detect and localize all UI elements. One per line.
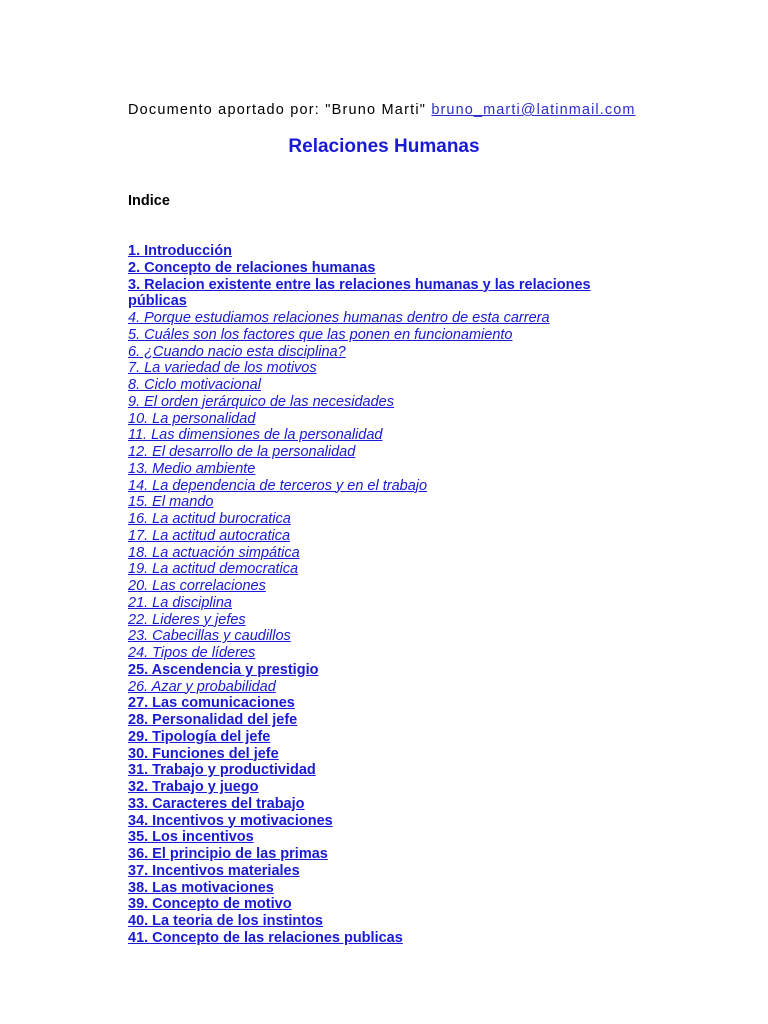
toc-item [128, 880, 628, 897]
toc-link[interactable]: 38. Las motivaciones [128, 879, 274, 896]
toc-item [128, 813, 628, 830]
toc-item [128, 377, 628, 394]
toc-link[interactable]: 4. Porque estudiamos relaciones humanas dentro de esta carrera [128, 310, 550, 326]
toc-item [128, 561, 628, 578]
toc-item [128, 863, 628, 880]
toc-link[interactable]: 21. La disciplina [128, 594, 232, 611]
toc-link[interactable]: 5. Cuáles son los factores que las ponen en funcionamiento [128, 326, 513, 343]
index-heading: Indice [128, 193, 170, 209]
toc-link[interactable]: 28. Personalidad del jefe [128, 712, 298, 728]
toc-item [128, 310, 628, 327]
toc-item [128, 762, 628, 779]
toc-item [128, 411, 628, 428]
toc-link[interactable]: 29. Tipología del jefe [128, 728, 271, 745]
toc-link[interactable]: 39. Concepto de motivo [128, 896, 292, 913]
toc-link[interactable]: 19. La actitud democratica [128, 561, 299, 578]
toc-item [128, 243, 628, 260]
toc-link[interactable]: 32. Trabajo y juego [128, 779, 259, 795]
toc-link[interactable]: 34. Incentivos y motivaciones [128, 812, 333, 829]
toc-item [128, 846, 628, 863]
toc-link[interactable]: 7. La variedad de los motivos [128, 360, 317, 377]
toc-link[interactable]: 9. El orden jerárquico de las necesidades [128, 393, 394, 410]
toc-link[interactable]: 35. Los incentivos [128, 829, 254, 846]
toc-link[interactable]: 27. Las comunicaciones [128, 695, 295, 712]
toc-item [128, 712, 628, 729]
toc-link[interactable]: 12. El desarrollo de la personalidad [128, 444, 356, 460]
toc-link[interactable]: 11. Las dimensiones de la personalidad [128, 427, 383, 444]
page-title: Relaciones Humanas [288, 136, 480, 157]
toc-link[interactable]: 1. Introducción [128, 243, 232, 259]
toc-item [128, 461, 628, 478]
toc-item [128, 427, 628, 444]
document-credit [128, 102, 636, 118]
toc-link[interactable]: 15. El mando [128, 494, 214, 511]
toc-link[interactable]: 33. Caracteres del trabajo [128, 795, 305, 812]
toc-link[interactable]: 26. Azar y probabilidad [128, 678, 276, 695]
toc-item [128, 494, 628, 511]
toc-item [128, 444, 628, 461]
toc-item [128, 478, 628, 495]
toc-item [128, 327, 628, 344]
toc-link[interactable]: 41. Concepto de las relaciones publicas [128, 929, 403, 946]
toc-link[interactable]: 40. La teoria de los instintos [128, 913, 323, 929]
toc-item [128, 344, 628, 361]
toc-link[interactable]: 10. La personalidad [128, 410, 256, 427]
toc-link[interactable]: 25. Ascendencia y prestigio [128, 661, 319, 678]
toc-item [128, 679, 628, 696]
toc-item [128, 930, 628, 947]
toc-link[interactable]: 8. Ciclo motivacional [128, 377, 261, 393]
toc-link[interactable]: 22. Lideres y jefes [128, 611, 246, 628]
toc-link[interactable]: 31. Trabajo y productividad [128, 762, 316, 779]
toc-link[interactable]: 13. Medio ambiente [128, 460, 256, 477]
toc-item [128, 829, 628, 846]
toc-link[interactable]: 20. Las correlaciones [128, 578, 266, 594]
toc-item [128, 913, 628, 930]
toc-item [128, 695, 628, 712]
toc-item [128, 896, 628, 913]
toc-item [128, 662, 628, 679]
toc-link[interactable]: 17. La actitud autocratica [128, 527, 291, 544]
toc-item [128, 511, 628, 528]
toc-item [128, 729, 628, 746]
toc-item [128, 360, 628, 377]
toc-item [128, 796, 628, 813]
credit-text: Documento aportado por: "Bruno Marti" [128, 102, 427, 118]
toc-link[interactable]: 2. Concepto de relaciones humanas [128, 259, 376, 276]
toc-link[interactable]: 14. La dependencia de terceros y en el trabajo [128, 477, 428, 494]
toc-item [128, 628, 628, 645]
toc-item [128, 394, 628, 411]
author-email-link[interactable]: bruno_marti@latinmail.com [431, 102, 636, 118]
toc-link[interactable]: 23. Cabecillas y caudillos [128, 628, 291, 645]
table-of-contents [128, 243, 628, 947]
toc-link[interactable]: 16. La actitud burocratica [128, 511, 291, 527]
toc-item [128, 746, 628, 763]
toc-item [128, 277, 628, 311]
toc-item [128, 528, 628, 545]
toc-link[interactable]: 18. La actuación simpática [128, 544, 300, 561]
toc-item [128, 645, 628, 662]
toc-link[interactable]: 30. Funciones del jefe [128, 745, 279, 762]
toc-item [128, 545, 628, 562]
toc-item [128, 779, 628, 796]
toc-item [128, 260, 628, 277]
toc-item [128, 612, 628, 629]
toc-link[interactable]: 36. El principio de las primas [128, 846, 328, 862]
toc-link[interactable]: 37. Incentivos materiales [128, 862, 300, 879]
toc-item [128, 595, 628, 612]
toc-link[interactable]: 3. Relacion existente entre las relaciones humanas y las relaciones públicas [128, 276, 591, 310]
toc-item [128, 578, 628, 595]
toc-link[interactable]: 6. ¿Cuando nacio esta disciplina? [128, 343, 346, 360]
toc-link[interactable]: 24. Tipos de líderes [128, 645, 256, 661]
